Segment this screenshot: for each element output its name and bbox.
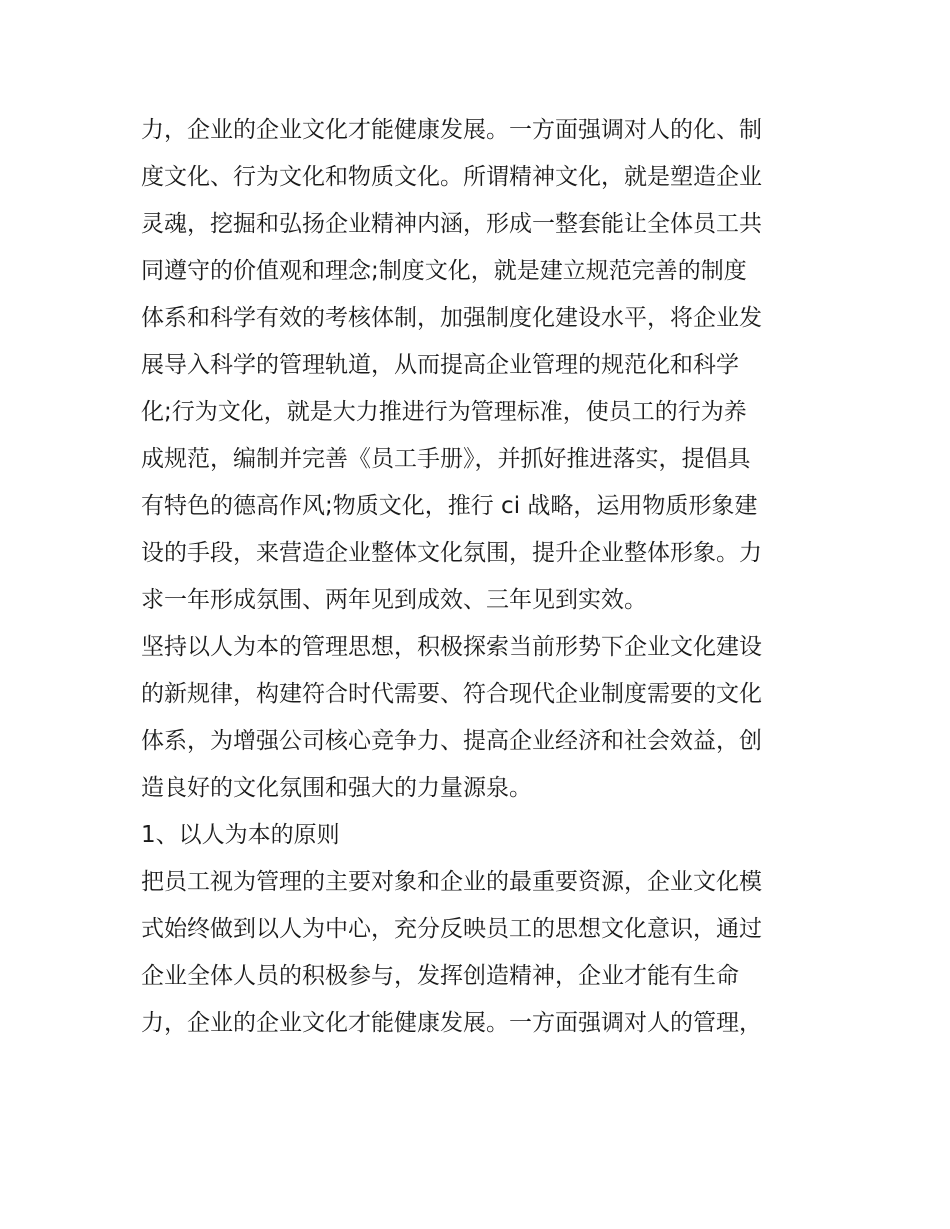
text-line: 体系，为增强公司核心竞争力、提高企业经济和社会效益，创 [141,728,762,754]
text-line: 同遵守的价值观和理念;制度文化，就是建立规范完善的制度 [141,258,747,284]
paragraph-start-line: 把员工视为管理的主要对象和企业的最重要资源，企业文化模 [141,869,762,895]
text-line: 求一年形成氛围、两年见到成效、三年见到实效。 [141,587,647,613]
text-line: 化;行为文化，就是大力推进行为管理标准，使员工的行为养 [141,399,747,425]
text-line: 力，企业的企业文化才能健康发展。一方面强调对人的化、制 [141,117,762,143]
text-line: 力，企业的企业文化才能健康发展。一方面强调对人的管理， [141,1010,762,1036]
text-line: 体系和科学有效的考核体制，加强制度化建设水平，将企业发 [141,305,762,331]
text-line: 有特色的德高作风;物质文化，推行 ci 战略，运用物质形象建 [141,493,758,519]
body-text [141,107,821,1047]
text-line: 设的手段，来营造企业整体文化氛围，提升企业整体形象。力 [141,540,762,566]
text-line: 造良好的文化氛围和强大的力量源泉。 [141,775,532,801]
text-line: 企业全体人员的积极参与，发挥创造精神，企业才能有生命 [141,963,739,989]
text-line: 度文化、行为文化和物质文化。所谓精神文化，就是塑造企业 [141,164,762,190]
text-line: 展导入科学的管理轨道，从而提高企业管理的规范化和科学 [141,352,739,378]
section-heading: 1、以人为本的原则 [141,822,340,848]
paragraph-start-line: 坚持以人为本的管理思想，积极探索当前形势下企业文化建设 [141,634,762,660]
text-line: 式始终做到以人为中心，充分反映员工的思想文化意识，通过 [141,916,762,942]
text-line: 灵魂，挖掘和弘扬企业精神内涵，形成一整套能让全体员工共 [141,211,762,237]
text-line: 的新规律，构建符合时代需要、符合现代企业制度需要的文化 [141,681,762,707]
text-line: 成规范，编制并完善《员工手册》，并抓好推进落实，提倡具 [141,446,751,472]
